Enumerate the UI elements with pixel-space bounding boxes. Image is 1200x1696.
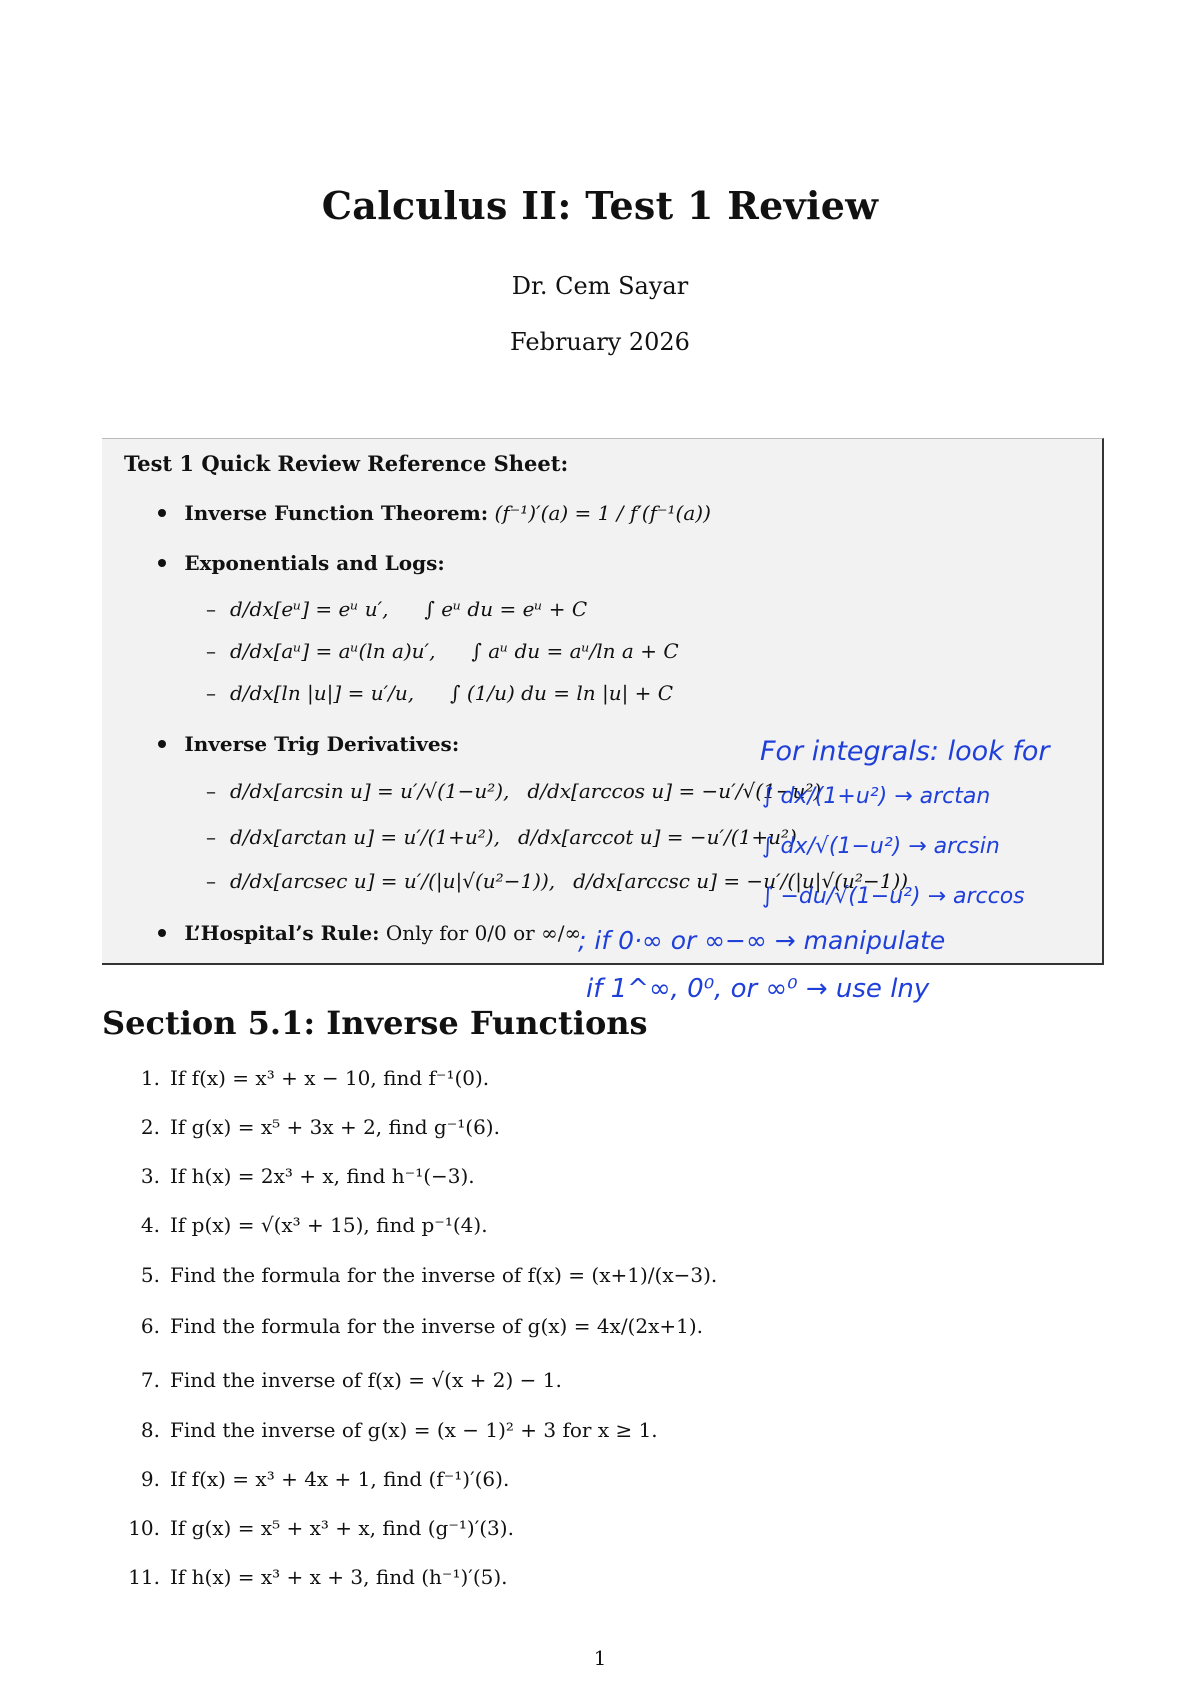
problem-text: If f(x) = x³ + x − 10, find f⁻¹(0). bbox=[170, 1066, 490, 1090]
inverse-trig-item: – d/dx[arcsec u] = u′/(|u|√(u²−1)), d/dx[arccsc u] = −u′/(|u|√(u²−1)) bbox=[206, 869, 909, 893]
inverse-trig-item: – d/dx[arctan u] = u′/(1+u²), d/dx[arccot u] = −u′/(1+u²) bbox=[206, 825, 797, 849]
handwritten-note-5: ; if 0·∞ or ∞−∞ → manipulate bbox=[578, 926, 946, 955]
formula-arcsin: d/dx[arcsin u] = u′/√(1−u²), bbox=[230, 779, 510, 803]
problem-number: 3. bbox=[140, 1164, 160, 1188]
bullet-icon bbox=[158, 740, 166, 748]
handwritten-note-3: ∫ dx/√(1−u²) → arcsin bbox=[762, 834, 1000, 859]
handwritten-note-4: ∫ −du/√(1−u²) → arccos bbox=[762, 884, 1025, 909]
problem-number: 8. bbox=[140, 1418, 160, 1442]
problem-number: 9. bbox=[140, 1467, 160, 1491]
problem-number: 4. bbox=[140, 1213, 160, 1237]
problem-number: 5. bbox=[140, 1263, 160, 1287]
problem-text: If h(x) = 2x³ + x, find h⁻¹(−3). bbox=[170, 1164, 475, 1188]
problem-text: If p(x) = √(x³ + 15), find p⁻¹(4). bbox=[170, 1213, 488, 1237]
formula-integral: ∫ (1/u) du = ln |u| + C bbox=[450, 681, 674, 705]
inverse-trig-label: Inverse Trig Derivatives: bbox=[184, 732, 460, 756]
formula-derivative: d/dx[aᵘ] = aᵘ(ln a)u′, bbox=[230, 639, 436, 663]
lhospital-label: L’Hospital’s Rule: bbox=[184, 921, 380, 945]
handwritten-note-6: if 1^∞, 0⁰, or ∞⁰ → use lny bbox=[586, 974, 930, 1004]
problem-number: 7. bbox=[140, 1368, 160, 1392]
formula-arcsec: d/dx[arcsec u] = u′/(|u|√(u²−1)), bbox=[230, 869, 556, 893]
exp-log-item: – d/dx[eᵘ] = eᵘ u′, ∫ eᵘ du = eᵘ + C bbox=[206, 597, 588, 621]
page-number: 1 bbox=[593, 1646, 607, 1670]
bullet-icon bbox=[158, 509, 166, 517]
problem-number: 6. bbox=[140, 1314, 160, 1338]
bullet-lhospital bbox=[158, 921, 581, 945]
section-heading: Section 5.1: Inverse Functions bbox=[102, 1004, 648, 1042]
problem-text: Find the formula for the inverse of g(x) = 4x/(2x+1). bbox=[170, 1314, 704, 1338]
problem-text: Find the inverse of f(x) = √(x + 2) − 1. bbox=[170, 1368, 562, 1392]
problem-number: 11. bbox=[128, 1565, 160, 1589]
bullet-exponentials-logs bbox=[158, 551, 445, 575]
list-item bbox=[118, 1066, 489, 1090]
ift-formula: (f⁻¹)′(a) = 1 / f′(f⁻¹(a)) bbox=[494, 501, 711, 525]
problem-number: 10. bbox=[128, 1516, 160, 1540]
list-item bbox=[118, 1516, 514, 1540]
document-title: Calculus II: Test 1 Review bbox=[321, 183, 879, 228]
handwritten-note-1: For integrals: look for bbox=[760, 736, 1050, 767]
formula-arccos: d/dx[arccos u] = −u′/√(1−u²) bbox=[527, 779, 822, 803]
formula-derivative: d/dx[ln |u|] = u′/u, bbox=[230, 681, 415, 705]
problem-text: Find the formula for the inverse of f(x) = (x+1)/(x−3). bbox=[170, 1263, 718, 1287]
list-item bbox=[118, 1314, 703, 1338]
document-date: February 2026 bbox=[510, 328, 690, 356]
list-item bbox=[118, 1565, 508, 1589]
list-item bbox=[118, 1213, 488, 1237]
problem-number: 1. bbox=[140, 1066, 160, 1090]
list-item bbox=[118, 1263, 717, 1287]
bullet-icon bbox=[158, 929, 166, 937]
formula-integral: ∫ eᵘ du = eᵘ + C bbox=[424, 597, 588, 621]
formula-derivative: d/dx[eᵘ] = eᵘ u′, bbox=[230, 597, 389, 621]
reference-sheet-heading: Test 1 Quick Review Reference Sheet: bbox=[124, 451, 569, 476]
formula-arccot: d/dx[arccot u] = −u′/(1+u²) bbox=[517, 825, 797, 849]
list-item bbox=[118, 1115, 500, 1139]
list-item bbox=[118, 1164, 475, 1188]
exp-log-item: – d/dx[aᵘ] = aᵘ(ln a)u′, ∫ aᵘ du = aᵘ/ln a + C bbox=[206, 639, 679, 663]
problem-text: If g(x) = x⁵ + x³ + x, find (g⁻¹)′(3). bbox=[170, 1516, 514, 1540]
document-author: Dr. Cem Sayar bbox=[511, 272, 689, 300]
problem-text: Find the inverse of g(x) = (x − 1)² + 3 for x ≥ 1. bbox=[170, 1418, 658, 1442]
list-item bbox=[118, 1418, 658, 1442]
exp-log-item: – d/dx[ln |u|] = u′/u, ∫ (1/u) du = ln |u| + C bbox=[206, 681, 674, 705]
problem-text: If f(x) = x³ + 4x + 1, find (f⁻¹)′(6). bbox=[170, 1467, 510, 1491]
formula-arctan: d/dx[arctan u] = u′/(1+u²), bbox=[230, 825, 500, 849]
bullet-icon bbox=[158, 559, 166, 567]
handwritten-note-2: ∫ dx/(1+u²) → arctan bbox=[762, 784, 991, 809]
problem-text: If g(x) = x⁵ + 3x + 2, find g⁻¹(6). bbox=[170, 1115, 500, 1139]
bullet-inverse-function-theorem bbox=[158, 501, 711, 525]
lhospital-text: Only for 0/0 or ∞/∞ bbox=[385, 921, 582, 945]
problem-number: 2. bbox=[140, 1115, 160, 1139]
formula-integral: ∫ aᵘ du = aᵘ/ln a + C bbox=[471, 639, 679, 663]
list-item bbox=[118, 1368, 562, 1392]
exp-log-label: Exponentials and Logs: bbox=[184, 551, 445, 575]
ift-label: Inverse Function Theorem: bbox=[184, 501, 489, 525]
list-item bbox=[118, 1467, 509, 1491]
inverse-trig-item: – d/dx[arcsin u] = u′/√(1−u²), d/dx[arccos u] = −u′/√(1−u²) bbox=[206, 779, 822, 803]
formula-arccsc: d/dx[arccsc u] = −u′/(|u|√(u²−1)) bbox=[573, 869, 909, 893]
problem-text: If h(x) = x³ + x + 3, find (h⁻¹)′(5). bbox=[170, 1565, 508, 1589]
bullet-inverse-trig bbox=[158, 732, 459, 756]
